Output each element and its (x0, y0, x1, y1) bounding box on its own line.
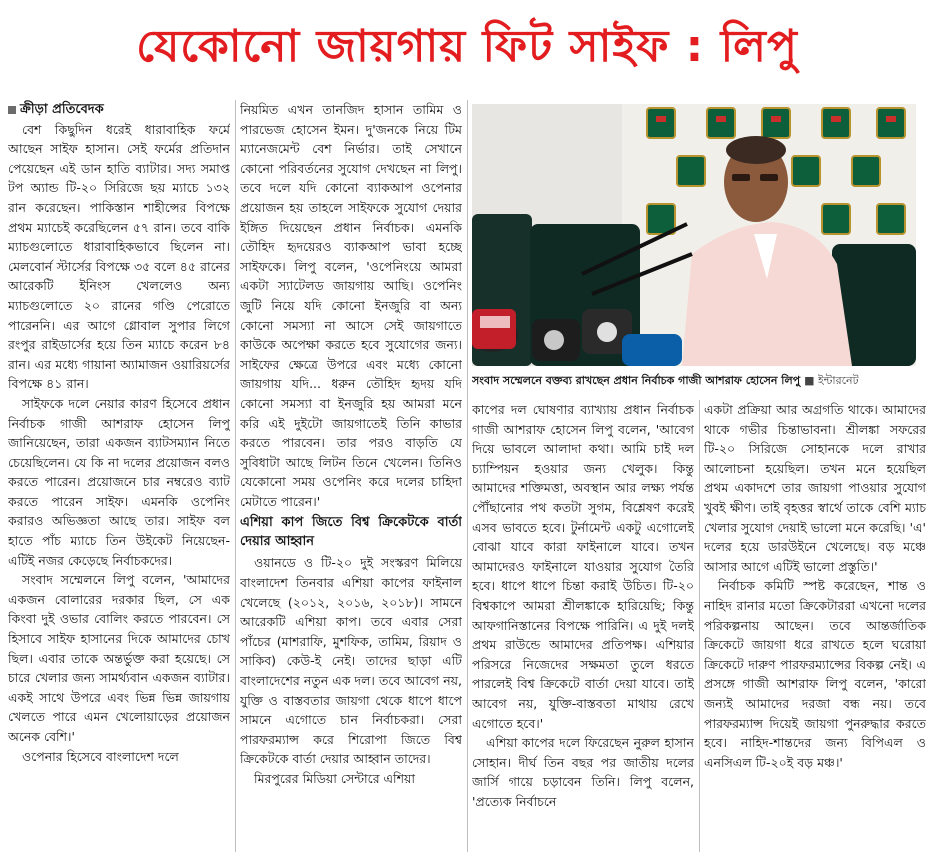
paragraph: কাপের দল ঘোষণার ব্যাখ্যায় প্রধান নির্বাচক গাজী আশরাফ হোসেন লিপু বলেন, 'আবেগ দিয়ে ভাবলে আলাদা কথা। আমি চাই দল চ্যাম্পিয়ন হওয়ার জন্য খেলুক। কিন্তু আমাদের শক্তিমত্তা, অবস্থান আর লক্ষ্য পর্যন্ত পৌঁছানোর পথ কতটা সুগম, বিশ্লেষণ করেই এসব ভাবতে হবে। টুর্নামেন্ট একটু এগোলেই বোঝা যাবে কারা ফাইনালে যাবে। তখন আমাদেরও ফাইনালে যাওয়ার সুযোগ তৈরি হবে। ধাপে ধাপে চিন্তা করাই উচিত। টি-২০ বিশ্বকাপে আমরা শ্রীলঙ্কাকে হারিয়েছি; কিন্তু আফগানিস্তানের বিপক্ষে পারিনি। এ দুই দলই প্রথম রাউন্ডে আমাদের প্রতিপক্ষ। এশিয়ার পরিসরে নিজেদের সক্ষমতা তুলে ধরতে পারলেই বিশ্ব ক্রিকেটে বার্তা দেয়া যাবে। তাই আবেগ নয়, যুক্তি-বাস্তবতা মাথায় রেখে এগোতে হবে।' (472, 402, 694, 731)
column-divider (699, 400, 700, 852)
paragraph: নিয়মিত এখন তানজিদ হাসান তামিম ও পারভেজ হোসেন ইমন। দু'জনকে নিয়ে টিম ম্যানেজমেন্ট বেশ নির্ভার। তাই সেখানে কোনো পরিবর্তনের সুযোগ দেখছেন না লিপু। তবে দলে যদি কোনো ব্যাকআপ ওপেনার প্রয়োজন হয় তাহলে সাইফকে সুযোগ দেয়ার ইঙ্গিত দিয়েছেন প্রধান নির্বাচক। এমনকি তৌহিদ হৃদয়েরও ব্যাকআপ ভাবা হচ্ছে সাইফকে। লিপু বলেন, 'ওপেনিংয়ে আমরা একটা স্যাটেলড জায়গায় আছি। ওপেনিং জুটি নিয়ে যদি কোনো ইনজুরি বা অন্য কোনো সমস্যা না আসে সেই জায়গাতে কাউকে অপেক্ষা করতে হবে সুযোগের জন্য। সাইফের ক্ষেত্রে উপরে এবং মধ্যে কোনো জায়গায় যদি... ধরুন তৌহিদ হৃদয় যদি কোনো সমস্যা বা ইনজুরি হয় আমরা মনে করি এই দুইটো জায়গাতেই তিনি কাভার করতে পারবেন। তার পরও বাড়তি যে সুবিধাটা আছে লিটন তিনে খেলেন। তিনিও যেকোনো সময় ওপেনিং করে দলের চাহিদা মেটাতে পারেন।' (240, 102, 462, 509)
caption-text: সংবাদ সম্মেলনে বক্তব্য রাখছেন প্রধান নির্বাচক গাজী আশরাফ হোসেন লিপু (472, 373, 801, 387)
article-column-4 (704, 400, 926, 852)
article-column-3 (472, 400, 694, 852)
paragraph: ওপেনার হিসেবে বাংলাদেশ দলে (22, 748, 179, 764)
paragraph: এশিয়া কাপের দলে ফিরেছেন নুরুল হাসান সোহান। দীর্ঘ তিন বছর পর জাতীয় দলের জার্সি গায়ে চড়াবেন তিনি। লিপু বলেন, 'প্রত্যেক নির্বাচনে (472, 735, 694, 809)
paragraph: সংবাদ সম্মেলনে লিপু বলেন, 'আমাদের একজন বোলারের দরকার ছিল, সে এক কিংবা দুই ওভার বোলিং করতে পারবেন। সে হিসাবে সাইফ হাসানের দিকে আমাদের চোখ ছিল। এবার তাকে অন্তর্ভুক্ত করা হয়েছে। সে চারে খেলার জন্য সামর্থ্যবান একজন ব্যাটার। একই সাথে উপরে এবং ভিন্ন ভিন্ন জায়গায় খেলতে পারে এমন খেলোয়াড়ের প্রয়োজন অনেক বেশি।' (8, 572, 230, 744)
paragraph: একটা প্রক্রিয়া আর অগ্রগতি থাকে। আমাদের থাকে গভীর চিন্তাভাবনা। শ্রীলঙ্কা সফরের টি-২০ সিরিজে সোহানকে দলে রাখার আলোচনা হয়েছিল। তখন মনে হয়েছিল প্রথম একাদশে তার জায়গা পাওয়ার সুযোগ খুবই ক্ষীণ। তাই বৃহত্তর স্বার্থে তাকে বেশি ম্যাচ খেলার সুযোগ দেয়াই ভালো মনে করেছি। 'এ' দলের হয়ে ডারউইনে খেলেছে। বড় মঞ্চে আসার আগে এটিই ভালো প্রস্তুতি।' (704, 402, 926, 574)
paragraph: মিরপুরের মিডিয়া সেন্টারে এশিয়া (254, 771, 416, 786)
byline (8, 100, 230, 120)
column-divider (235, 100, 236, 852)
paragraph: নির্বাচক কমিটি স্পষ্ট করেছেন, শান্ত ও নাহিদ রানার মতো ক্রিকেটাররা এখনো দলের পরিকল্পনায় আছেন। তবে আন্তর্জাতিক ক্রিকেটে জায়গা ধরে রাখতে হলে ঘরোয়া ক্রিকেটে দারুণ পারফরম্যান্সের বিকল্প নেই। এ প্রসঙ্গে গাজী আশরাফ লিপু বলেন, 'কারো জন্যই আমাদের দরজা বন্ধ নয়। তবে পারফরম্যান্স দিয়েই জায়গা পুনরুদ্ধার করতে হবে। নাহিদ-শান্তদের জন্য বিপিএল ও এনসিএল টি-২০ই বড় মঞ্চ।' (704, 578, 926, 770)
column-divider (467, 100, 468, 852)
photo-credit: ■ ইন্টারনেট (804, 373, 859, 387)
paragraph: ওয়ানডে ও টি-২০ দুই সংস্করণ মিলিয়ে বাংলাদেশ তিনবার এশিয়া কাপের ফাইনাল খেলেছে (২০১২, ২০১৬, ২০১৮)। সামনে আরেকটি এশিয়া কাপ। তবে এবার সেরা পাঁচের (মাশরাফি, মুশফিক, তামিম, রিয়াদ ও সাকিব) কেউ-ই নেই। তাদের ছাড়া এটি বাংলাদেশের নতুন এক দল। তবে আবেগ নয়, যুক্তি ও বাস্তবতার জায়গা থেকে ধাপে ধাপে সামনে এগোতে চান নির্বাচকরা। সেরা পারফরম্যান্স করে শিরোপা জিতে বিশ্ব ক্রিকেটকে বার্তা দেয়ার আহ্বান তাদের। (240, 555, 462, 767)
article-photo (472, 104, 916, 366)
paragraph: বেশ কিছুদিন ধরেই ধারাবাহিক ফর্মে আছেন সাইফ হাসান। সেই ফর্মের প্রতিদান পেয়েছেন এই ডান হাতি ব্যাটার। সদ্য সমাপ্ত টপ অ্যান্ড টি-২০ সিরিজে ছয় ম্যাচে ১৩২ রান করেছেন। পাকিস্তান শাহীন্সের বিপক্ষে প্রথম ম্যাচেই করেছিলেন ৫৭ রান। তবে বাকি ম্যাচগুলোতে ধারাবাহিকভাবে ছিলেন না। মেলবোর্ন স্টার্সের বিপক্ষে ৩৫ বলে ৪৫ রানের আরেকটি ইনিংস খেললেও অন্য ম্যাচগুলোতে ২০ রানের গণ্ডি পেরোতে পারেননি। এর আগে গ্লোবাল সুপার লিগে রংপুর রাইডার্সের হয়ে তিন ম্যাচে করেন ৮৪ রান। এর মধ্যে গায়ানা অ্যামাজন ওয়ারিয়র্সের বিপক্ষে ৪১ রান। (8, 121, 230, 392)
photo-caption (472, 370, 916, 392)
paragraph: সাইফকে দলে নেয়ার কারণ হিসেবে প্রধান নির্বাচক গাজী আশরাফ হোসেন লিপু জানিয়েছেন, তারা একজন ব্যাটসম্যান নিতে চেয়েছিলেন। যে কি না দলের প্রয়োজন বলও করতে পারেন। প্রয়োজনে চার নম্বরেও ব্যাট করতে পারেন সাইফ। এমনকি ওপেনিং করারও অভিজ্ঞতা আছে তার। সাইফ বল হাতে পাঁচ ম্যাচে তিন উইকেট নিয়েছেন- এটিই নজর কেড়েছে নির্বাচকদের। (8, 395, 230, 568)
article-column-2 (240, 100, 462, 852)
bullet-square-icon (8, 106, 16, 114)
article-column-1 (8, 100, 230, 852)
byline-text: ক্রীড়া প্রতিবেদক (20, 102, 104, 117)
headline: যেকোনো জায়গায় ফিট সাইফ : লিপু (136, 20, 798, 72)
section-subheading: এশিয়া কাপ জিতে বিশ্ব ক্রিকেটকে বার্তা দেয়ার আহ্বান (240, 515, 462, 550)
